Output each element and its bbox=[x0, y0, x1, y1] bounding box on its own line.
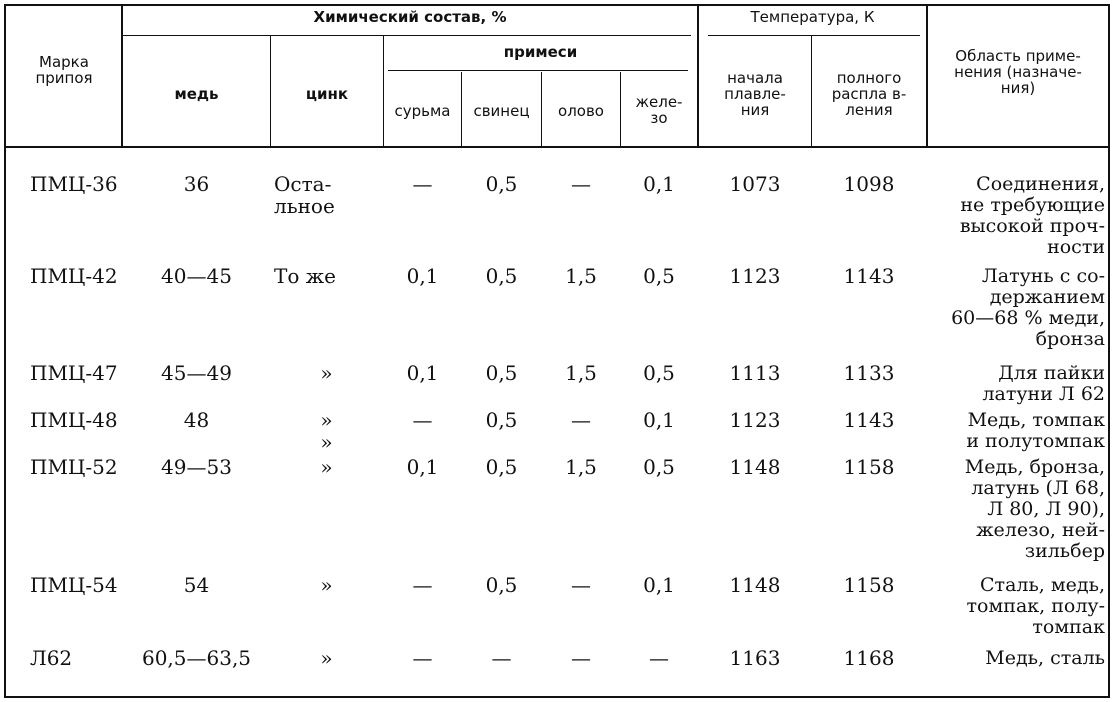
cell-zinc: » bbox=[320, 573, 333, 597]
cell-lead: 0,5 bbox=[485, 264, 518, 288]
cell-copper: 54 bbox=[183, 573, 210, 597]
table-border-bottom bbox=[4, 696, 1110, 698]
header-subrule bbox=[123, 35, 691, 36]
header-application: Область приме- нения (назначе- ния) bbox=[954, 47, 1082, 97]
cell-grade: Л62 bbox=[30, 646, 73, 670]
table-border-right bbox=[1108, 4, 1110, 698]
cell-antimony: 0,1 bbox=[406, 455, 439, 479]
cell-full-melting: 1158 bbox=[843, 573, 895, 597]
cell-iron: 0,1 bbox=[643, 573, 675, 597]
cell-melting-start: 1123 bbox=[729, 408, 781, 432]
cell-iron: 0,5 bbox=[643, 264, 675, 288]
cell-tin: — bbox=[571, 172, 591, 196]
cell-grade: ПМЦ-54 bbox=[30, 573, 118, 597]
cell-full-melting: 1098 bbox=[843, 172, 895, 196]
cell-full-melting: 1143 bbox=[843, 264, 895, 288]
cell-grade: ПМЦ-47 bbox=[30, 361, 118, 385]
header-antimony: сурьма bbox=[394, 102, 451, 120]
header-melting-start: начала плавле- ния bbox=[724, 69, 786, 119]
cell-tin: — bbox=[571, 573, 591, 597]
cell-iron: 0,5 bbox=[643, 361, 675, 385]
cell-zinc: » » bbox=[320, 408, 333, 454]
cell-lead: 0,5 bbox=[485, 361, 518, 385]
cell-antimony: — bbox=[412, 573, 433, 597]
cell-antimony: 0,1 bbox=[406, 361, 439, 385]
cell-lead: 0,5 bbox=[485, 455, 518, 479]
header-impurities: примеси bbox=[503, 43, 578, 61]
header-tin: олово bbox=[558, 102, 604, 120]
cell-application: Соединения, не требующие высокой проч- ности bbox=[959, 173, 1105, 258]
cell-lead: 0,5 bbox=[485, 172, 518, 196]
cell-melting-start: 1113 bbox=[729, 361, 781, 385]
cell-iron: 0,1 bbox=[643, 172, 675, 196]
cell-application: Медь, бронза, латунь (Л 68, Л 80, Л 90), железо, ней- зильбер bbox=[964, 456, 1105, 562]
cell-iron: — bbox=[649, 646, 669, 670]
cell-application: Латунь с со- держанием 60—68 % меди, бронза bbox=[951, 265, 1105, 350]
header-lead: свинец bbox=[473, 102, 530, 120]
cell-tin: 1,5 bbox=[565, 455, 597, 479]
cell-antimony: — bbox=[412, 646, 433, 670]
cell-antimony: 0,1 bbox=[406, 264, 439, 288]
header-temperature: Температура, К bbox=[750, 8, 875, 26]
header-subrule bbox=[388, 70, 688, 71]
header-grade: Марка припоя bbox=[35, 53, 93, 87]
cell-lead: 0,5 bbox=[485, 408, 518, 432]
cell-copper: 49—53 bbox=[161, 455, 232, 479]
cell-application: Медь, сталь bbox=[985, 647, 1105, 669]
cell-antimony: — bbox=[412, 172, 433, 196]
cell-iron: 0,1 bbox=[643, 408, 675, 432]
cell-melting-start: 1163 bbox=[729, 646, 781, 670]
cell-tin: 1,5 bbox=[565, 361, 597, 385]
header-divider bbox=[121, 4, 123, 146]
cell-application: Для пайки латуни Л 62 bbox=[982, 362, 1105, 405]
header-iron: желе- зо bbox=[635, 93, 683, 127]
cell-full-melting: 1143 bbox=[843, 408, 895, 432]
cell-zinc: » bbox=[320, 455, 333, 479]
cell-zinc: » bbox=[320, 646, 333, 670]
cell-full-melting: 1168 bbox=[843, 646, 895, 670]
cell-grade: ПМЦ-42 bbox=[30, 264, 118, 288]
cell-tin: — bbox=[571, 646, 591, 670]
cell-lead: — bbox=[491, 646, 512, 670]
cell-copper: 45—49 bbox=[161, 361, 232, 385]
cell-zinc: Оста- льное bbox=[274, 172, 335, 218]
cell-iron: 0,5 bbox=[643, 455, 675, 479]
cell-copper: 48 bbox=[183, 408, 210, 432]
cell-antimony: — bbox=[412, 408, 433, 432]
cell-tin: 1,5 bbox=[565, 264, 597, 288]
header-full-melting: полного распла в- ления bbox=[831, 69, 907, 119]
cell-full-melting: 1133 bbox=[843, 361, 895, 385]
cell-application: Сталь, медь, томпак, полу- томпак bbox=[966, 574, 1105, 638]
cell-grade: ПМЦ-36 bbox=[30, 172, 118, 196]
header-chemical-composition: Химический состав, % bbox=[313, 8, 507, 26]
cell-copper: 40—45 bbox=[161, 264, 232, 288]
header-bottom-rule bbox=[4, 146, 1110, 148]
table-border-top bbox=[4, 4, 1110, 6]
cell-melting-start: 1148 bbox=[729, 455, 781, 479]
cell-application: Медь, томпак и полутомпак bbox=[966, 409, 1105, 452]
cell-zinc: То же bbox=[274, 264, 336, 288]
header-copper: медь bbox=[174, 85, 219, 103]
cell-grade: ПМЦ-52 bbox=[30, 455, 118, 479]
cell-zinc: » bbox=[320, 361, 333, 385]
cell-lead: 0,5 bbox=[485, 573, 518, 597]
cell-grade: ПМЦ-48 bbox=[30, 408, 118, 432]
header-subrule bbox=[708, 35, 920, 36]
cell-copper: 60,5—63,5 bbox=[141, 646, 252, 670]
header-zinc: цинк bbox=[305, 85, 349, 103]
cell-melting-start: 1073 bbox=[729, 172, 781, 196]
cell-melting-start: 1123 bbox=[729, 264, 781, 288]
cell-copper: 36 bbox=[183, 172, 210, 196]
cell-tin: — bbox=[571, 408, 591, 432]
table-border-left bbox=[4, 4, 6, 698]
cell-melting-start: 1148 bbox=[729, 573, 781, 597]
cell-full-melting: 1158 bbox=[843, 455, 895, 479]
